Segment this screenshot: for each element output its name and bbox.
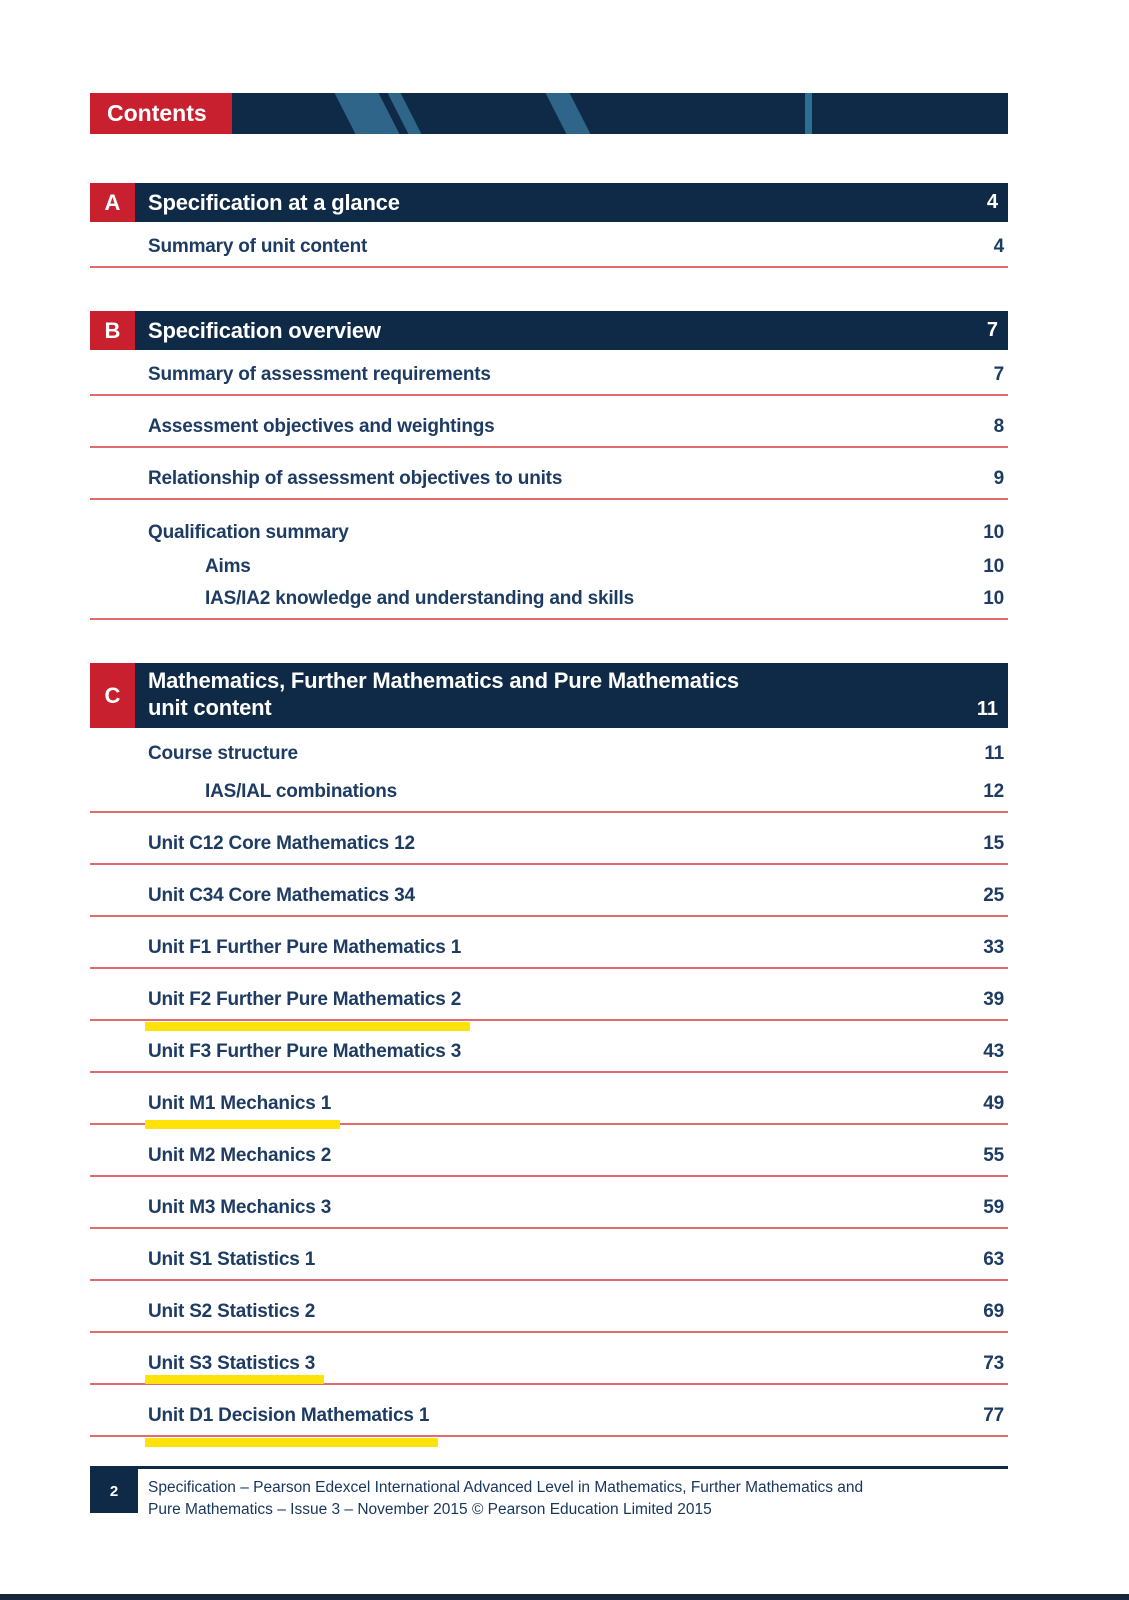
toc-entry[interactable] — [90, 917, 1008, 969]
toc-entry-label-wrap — [148, 743, 298, 765]
toc-entry-page-number: 12 — [983, 781, 1004, 802]
toc-entry-page-number: 69 — [983, 1301, 1004, 1322]
section-letter-badge: B — [90, 311, 135, 350]
toc-entry[interactable] — [90, 1229, 1008, 1281]
vertical-stripe — [805, 93, 812, 134]
section-header-body — [135, 663, 1008, 728]
toc-entry-page-number: 49 — [983, 1093, 1004, 1114]
toc-entry-page-number: 59 — [983, 1197, 1004, 1218]
toc-entry-page-number: 10 — [983, 556, 1004, 577]
toc-entry-page-number: 8 — [993, 416, 1004, 437]
toc-entry-label-wrap — [148, 1145, 331, 1167]
toc-entry-page-number: 63 — [983, 1249, 1004, 1270]
section-page-number: 7 — [986, 319, 998, 341]
section-letter-badge: A — [90, 183, 135, 222]
toc-entry-label: Relationship of assessment objectives to units — [148, 468, 563, 489]
toc-entry-label-wrap — [148, 989, 461, 1011]
toc-entry-label-wrap — [148, 1093, 331, 1115]
toc-entry-label-wrap — [148, 522, 349, 544]
toc-entry-label: Aims — [205, 556, 251, 577]
toc-entry-page-number: 9 — [993, 468, 1004, 489]
toc-entry-label: Summary of assessment requirements — [148, 364, 491, 385]
page-content — [90, 93, 1008, 1521]
toc-entry-label-wrap — [148, 1197, 331, 1219]
toc-entry-label: Assessment objectives and weightings — [148, 416, 495, 437]
footer-text — [138, 1469, 863, 1521]
section-title — [148, 317, 381, 344]
toc-entry[interactable] — [90, 552, 1008, 586]
toc-entry-label: Unit D1 Decision Mathematics 1 — [148, 1405, 430, 1426]
toc-section-a — [90, 183, 1008, 268]
toc-entry-page-number: 33 — [983, 937, 1004, 958]
yellow-highlighter-mark — [145, 1375, 324, 1384]
toc-entry-label-wrap — [148, 1405, 429, 1427]
section-title-line: unit content — [148, 695, 272, 720]
toc-entry[interactable] — [90, 773, 1008, 813]
section-title-line: Specification at a glance — [148, 190, 400, 215]
section-title — [148, 667, 739, 721]
toc-entry-label: Unit F2 Further Pure Mathematics 2 — [148, 989, 462, 1010]
toc-entry-label-wrap — [205, 588, 634, 610]
toc-entry-label: Course structure — [148, 743, 298, 764]
toc-entry[interactable] — [90, 350, 1008, 396]
toc-entry[interactable] — [90, 1385, 1008, 1437]
footer-page-number: 2 — [90, 1469, 138, 1513]
toc-entry-page-number: 55 — [983, 1145, 1004, 1166]
toc-entry[interactable] — [90, 448, 1008, 500]
toc-entry[interactable] — [90, 396, 1008, 448]
section-letter-badge: C — [90, 663, 135, 728]
toc-entry-label-wrap — [205, 556, 251, 578]
toc-entry-label: Unit F1 Further Pure Mathematics 1 — [148, 937, 462, 958]
toc-entry-label: Unit F3 Further Pure Mathematics 3 — [148, 1041, 462, 1062]
toc-entry-label: Unit C12 Core Mathematics 12 — [148, 833, 415, 854]
yellow-highlighter-mark — [145, 1438, 438, 1447]
toc-entry-label-wrap — [148, 364, 491, 386]
toc-entry-page-number: 4 — [993, 236, 1004, 257]
section-header-bar — [90, 311, 1008, 350]
page-bottom-edge — [0, 1594, 1129, 1600]
toc-entry-page-number: 10 — [983, 588, 1004, 609]
toc-section-b — [90, 311, 1008, 620]
toc-entry[interactable] — [90, 969, 1008, 1021]
toc-entry[interactable] — [90, 728, 1008, 773]
toc-entry-page-number: 7 — [993, 364, 1004, 385]
toc-entry-label: Summary of unit content — [148, 236, 368, 257]
toc-entry-page-number: 43 — [983, 1041, 1004, 1062]
toc-entry-label-wrap — [148, 236, 367, 258]
toc-entry[interactable] — [90, 813, 1008, 865]
toc-entry-label: Qualification summary — [148, 522, 349, 543]
section-title-line: Specification overview — [148, 318, 381, 343]
toc-sections — [90, 183, 1008, 1437]
toc-entry[interactable] — [90, 222, 1008, 268]
toc-entry-page-number: 25 — [983, 885, 1004, 906]
section-header-body — [135, 183, 1008, 222]
toc-entry-label-wrap — [148, 1301, 315, 1323]
toc-entry[interactable] — [90, 1073, 1008, 1125]
toc-entry-label: Unit S2 Statistics 2 — [148, 1301, 316, 1322]
toc-entry-label: Unit S3 Statistics 3 — [148, 1353, 316, 1374]
toc-entry-label-wrap — [148, 416, 495, 438]
contents-banner-label: Contents — [90, 93, 232, 134]
toc-entry-page-number: 15 — [983, 833, 1004, 854]
section-header-bar — [90, 663, 1008, 728]
toc-entry-page-number: 11 — [984, 743, 1004, 764]
toc-entry-label: Unit M2 Mechanics 2 — [148, 1145, 332, 1166]
section-header-body — [135, 311, 1008, 350]
contents-banner — [90, 93, 1008, 134]
section-header-bar — [90, 183, 1008, 222]
section-page-number: 11 — [976, 698, 998, 720]
footer-text-line2: Pure Mathematics – Issue 3 – November 2015 © Pearson Education Limited 2015 — [148, 1501, 712, 1518]
toc-entry[interactable] — [90, 1125, 1008, 1177]
toc-entry-label: Unit M1 Mechanics 1 — [148, 1093, 332, 1114]
toc-entry-label: Unit S1 Statistics 1 — [148, 1249, 316, 1270]
toc-entry-label: Unit C34 Core Mathematics 34 — [148, 885, 415, 906]
toc-entry-page-number: 73 — [983, 1353, 1004, 1374]
toc-entry-label-wrap — [148, 468, 562, 490]
footer-text-line1: Specification – Pearson Edexcel International Advanced Level in Mathematics, Further Mathematics and — [148, 1479, 864, 1496]
toc-entry-label: Unit M3 Mechanics 3 — [148, 1197, 332, 1218]
toc-entry[interactable] — [90, 865, 1008, 917]
footer-row — [90, 1469, 1008, 1521]
page-footer — [90, 1466, 1008, 1521]
yellow-highlighter-mark — [145, 1022, 470, 1031]
toc-entry-label-wrap — [148, 833, 415, 855]
yellow-highlighter-mark — [145, 1120, 340, 1129]
toc-entry[interactable] — [90, 586, 1008, 620]
toc-entry[interactable] — [90, 500, 1008, 552]
toc-entry[interactable] — [90, 1281, 1008, 1333]
toc-entry-label: IAS/IA2 knowledge and understanding and skills — [205, 588, 634, 609]
banner-stripe-decoration — [232, 93, 1008, 134]
toc-entry-label-wrap — [148, 885, 415, 907]
toc-entry-label-wrap — [148, 1249, 315, 1271]
toc-entry-label-wrap — [205, 781, 397, 803]
toc-entry-page-number: 39 — [983, 989, 1004, 1010]
toc-entry-label-wrap — [148, 1353, 315, 1375]
diagonal-stripe — [542, 93, 593, 134]
section-title-line: Mathematics, Further Mathematics and Pure Mathematics — [148, 668, 739, 693]
toc-entry-page-number: 77 — [983, 1405, 1004, 1426]
toc-entry-label-wrap — [148, 937, 461, 959]
toc-entry-page-number: 10 — [983, 522, 1004, 543]
section-page-number: 4 — [986, 191, 998, 213]
toc-entry[interactable] — [90, 1177, 1008, 1229]
section-title — [148, 189, 400, 216]
toc-entry[interactable] — [90, 1333, 1008, 1385]
toc-entry-label-wrap — [148, 1041, 461, 1063]
toc-entry-label: IAS/IAL combinations — [205, 781, 398, 802]
toc-section-c — [90, 663, 1008, 1437]
